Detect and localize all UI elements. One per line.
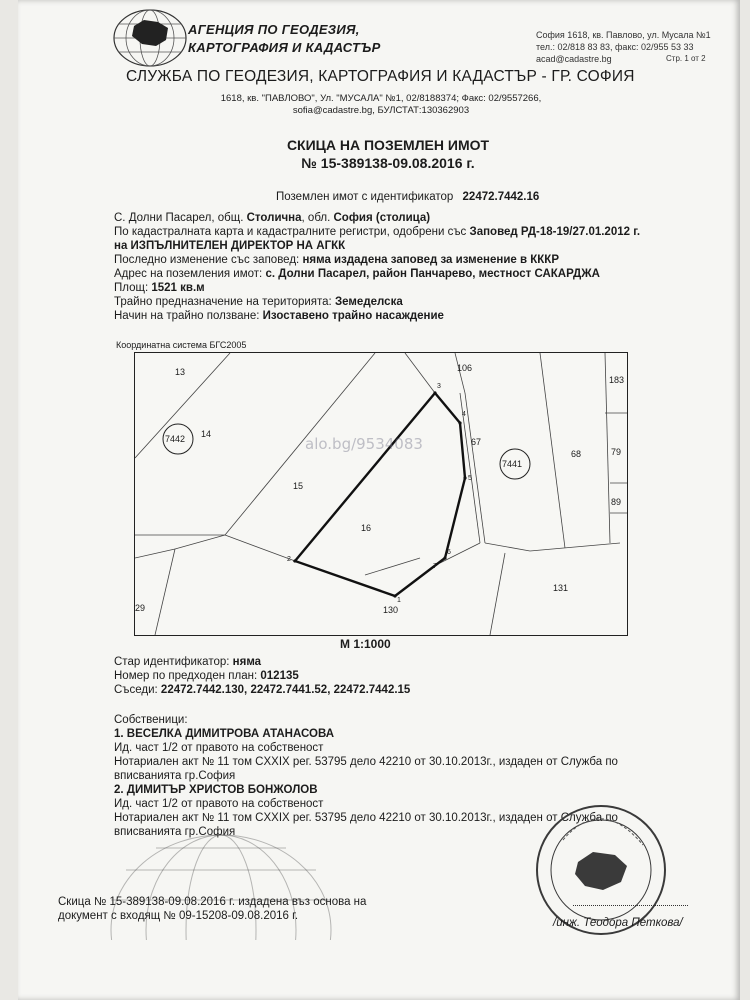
- purpose-label: Трайно предназначение на територията:: [114, 296, 332, 308]
- approved-by: на ИЗПЪЛНИТЕЛЕН ДИРЕКТОР НА АГКК: [114, 240, 346, 252]
- identifier-value: 22472.7442.16: [462, 191, 540, 203]
- usage-value: Изоставено трайно насаждение: [262, 310, 444, 322]
- vertex-label-2: 2: [287, 556, 291, 563]
- owner-1-deed-cont: вписванията гр.София: [114, 770, 236, 782]
- address-label: Адрес на поземления имот:: [114, 268, 263, 280]
- contact-phone: тел.: 02/818 83 83, факс: 02/955 53 33: [536, 42, 694, 52]
- parcel-label-15: 15: [293, 481, 304, 491]
- watermark-text: alo.bg/9534083: [305, 435, 423, 453]
- parcel-label-68: 68: [571, 449, 582, 459]
- owners-heading: Собственици:: [114, 714, 188, 726]
- agency-name-line2: КАРТОГРАФИЯ И КАДАСТЪР: [188, 40, 381, 55]
- agency-logo-globe-icon: [110, 6, 190, 70]
- old-id-label: Стар идентификатор:: [114, 656, 230, 668]
- region-name: София (столица): [333, 212, 431, 224]
- village-prefix: С.: [114, 212, 126, 224]
- signature-name: /инж. Теодора Петкова/: [553, 917, 683, 929]
- change-row: [114, 253, 559, 267]
- area-label: Площ:: [114, 282, 149, 294]
- vertex-label-4: 4: [462, 411, 466, 418]
- location-row: [114, 211, 430, 225]
- approved-value: Заповед РД-18-19/27.01.2012 г.: [469, 226, 641, 238]
- owner-2-name: 2. ДИМИТЪР ХРИСТОВ БОНЖОЛОВ: [114, 784, 318, 796]
- usage-label: Начин на трайно ползване:: [114, 310, 260, 322]
- contact-address: София 1618, кв. Павлово, ул. Мусала №1: [536, 30, 711, 40]
- municipality-prefix: , общ.: [211, 212, 244, 224]
- vertex-label-6: 6: [447, 549, 451, 556]
- purpose-value: Земеделска: [334, 296, 403, 308]
- zone-label-7442: 7442: [165, 434, 186, 444]
- doc-number: № 15-389138-09.08.2016 г.: [301, 155, 475, 171]
- owner-2-deed: Нотариален акт № 11 том CXXIX рег. 53795 дело 42210 от 30.10.2013г., издаден от Служба по: [114, 812, 618, 824]
- neighbors-row: [114, 683, 410, 697]
- owner-2-share: Ид. част 1/2 от правото на собственост: [114, 798, 324, 810]
- owner-1-deed: Нотариален акт № 11 том CXXIX рег. 53795 дело 42210 от 30.10.2013г., издаден от Служба по: [114, 756, 618, 768]
- usage-row: [114, 309, 444, 323]
- vertex-label-3: 3: [437, 383, 441, 390]
- service-title: СЛУЖБА ПО ГЕОДЕЗИЯ, КАРТОГРАФИЯ И КАДАСТЪР - ГР. СОФИЯ: [126, 68, 635, 85]
- coordinate-system: Координатна система БГС2005: [116, 340, 247, 350]
- change-label: Последно изменение със заповед:: [114, 254, 300, 266]
- old-id-value: няма: [232, 656, 262, 668]
- owner-1-share: Ид. част 1/2 от правото на собственост: [114, 742, 324, 754]
- parcel-label-183: 183: [609, 375, 625, 385]
- zone-label-7441: 7441: [502, 459, 523, 469]
- parcel-label-79: 79: [611, 447, 622, 457]
- area-value: 1521 кв.м: [151, 282, 205, 294]
- doc-title: СКИЦА НА ПОЗЕМЛЕН ИМОТ: [286, 137, 490, 153]
- agency-name-line1: АГЕНЦИЯ ПО ГЕОДЕЗИЯ,: [188, 22, 360, 37]
- plan-no-value: 012135: [260, 670, 299, 682]
- subject-parcel-outline: [295, 393, 465, 596]
- parcel-label-29: 29: [135, 603, 146, 613]
- approved-row: [114, 225, 640, 239]
- plan-no-label: Номер по предходен план:: [114, 670, 258, 682]
- change-value: няма издадена заповед за изменение в КККР: [302, 254, 559, 266]
- owner-1-name: 1. ВЕСЕЛКА ДИМИТРОВА АТАНАСОВА: [114, 728, 335, 740]
- contact-email: acad@cadastre.bg: [536, 54, 612, 64]
- footer-line1: Скица № 15-389138-09.08.2016 г. издадена въз основа на: [58, 896, 367, 908]
- plan-number-row: [114, 669, 299, 683]
- neighbors-label: Съседи:: [114, 684, 158, 696]
- village-name: Долни Пасарел: [128, 212, 212, 224]
- parcel-label-130: 130: [383, 605, 399, 615]
- parcel-label-131: 131: [553, 583, 569, 593]
- page-number: Стр. 1 от 2: [666, 54, 706, 63]
- vertex-label-7: 7: [433, 563, 437, 570]
- parcel-label-106: 106: [457, 363, 473, 373]
- parcel-label-13: 13: [175, 367, 186, 377]
- owner-2-deed-cont: вписванията гр.София: [114, 826, 236, 838]
- parcel-label-14: 14: [201, 429, 212, 439]
- old-identifier-row: [114, 655, 261, 669]
- approved-label: По кадастралната карта и кадастралните регистри, одобрени със: [114, 226, 467, 238]
- vertex-label-1: 1: [397, 597, 401, 604]
- parcel-label-16: 16: [361, 523, 372, 533]
- area-row: [114, 281, 205, 295]
- service-email: sofia@cadastre.bg, БУЛСТАТ:130362903: [292, 105, 470, 116]
- address-value: с. Долни Пасарел, район Панчарево, местност САКАРДЖА: [265, 268, 600, 280]
- identifier-label: Поземлен имот с идентификатор: [276, 191, 454, 203]
- service-address: 1618, кв. "ПАВЛОВО", Ул. "МУСАЛА" №1, 02/8188374; Факс: 02/9557266,: [220, 93, 542, 104]
- neighbors-value: 22472.7442.130, 22472.7441.52, 22472.7442.15: [160, 684, 411, 696]
- signature-line: [573, 905, 688, 906]
- purpose-row: [114, 295, 403, 309]
- address-row: [114, 267, 600, 281]
- parcel-label-67: 67: [471, 437, 482, 447]
- map-scale: М 1:1000: [340, 637, 391, 651]
- parcel-label-89: 89: [611, 497, 622, 507]
- vertex-label-5: 5: [468, 475, 472, 482]
- cadastral-map: [134, 352, 628, 636]
- identifier-row: [276, 190, 539, 204]
- municipality-name: Столична: [246, 212, 302, 224]
- footer-line2: документ с входящ № 09-15208-09.08.2016 г.: [58, 910, 299, 922]
- region-prefix: , обл.: [301, 212, 331, 224]
- document-page: [18, 0, 740, 1000]
